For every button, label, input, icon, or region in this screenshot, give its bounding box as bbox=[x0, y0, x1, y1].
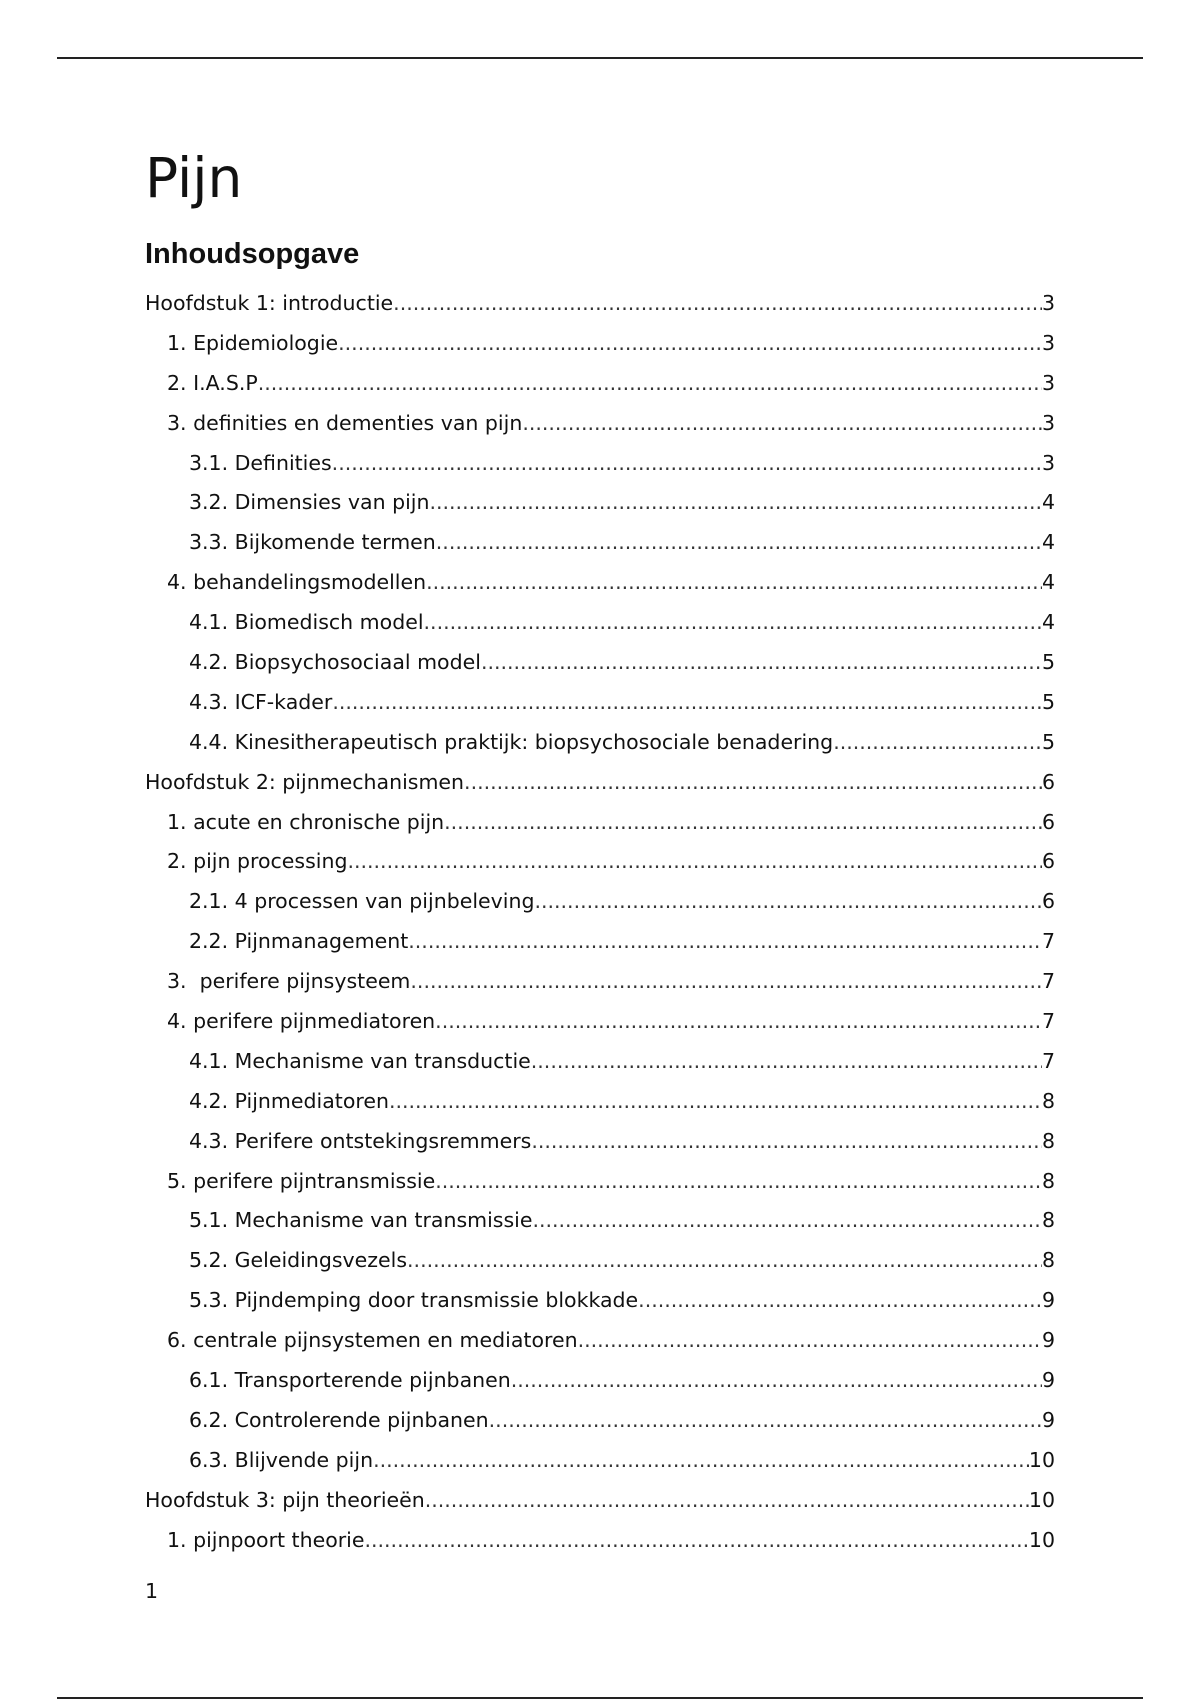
toc-entry-page: 4 bbox=[1041, 530, 1055, 555]
toc-entry[interactable] bbox=[145, 1281, 1055, 1321]
toc-entry-label: 1. acute en chronische pijn bbox=[167, 809, 445, 834]
toc-entry-label: 2.1. 4 processen van pijnbeleving bbox=[189, 889, 535, 914]
toc-entry[interactable] bbox=[145, 284, 1055, 324]
toc-entry-page: 10 bbox=[1028, 1487, 1055, 1512]
toc-entry[interactable] bbox=[145, 643, 1055, 683]
toc-entry[interactable] bbox=[145, 563, 1055, 603]
toc-dot-leader bbox=[489, 1401, 1042, 1441]
document-title: Pijn bbox=[145, 146, 243, 210]
toc-dot-leader bbox=[373, 1441, 1029, 1481]
toc-dot-leader bbox=[389, 1082, 1042, 1122]
toc-entry-page: 9 bbox=[1041, 1328, 1055, 1353]
toc-entry-page: 4 bbox=[1041, 570, 1055, 595]
toc-entry-page: 6 bbox=[1041, 849, 1055, 874]
toc-entry-page: 8 bbox=[1041, 1248, 1055, 1273]
toc-entry[interactable] bbox=[145, 603, 1055, 643]
toc-entry-label: 1. Epidemiologie bbox=[167, 330, 339, 355]
toc-entry-page: 7 bbox=[1041, 1048, 1055, 1073]
toc-entry-page: 7 bbox=[1041, 969, 1055, 994]
toc-entry[interactable] bbox=[145, 404, 1055, 444]
toc-entry-page: 3 bbox=[1041, 291, 1055, 315]
toc-entry[interactable] bbox=[145, 1361, 1055, 1401]
toc-dot-leader bbox=[522, 404, 1042, 444]
toc-dot-leader bbox=[347, 842, 1041, 882]
toc-entry[interactable] bbox=[145, 1042, 1055, 1082]
toc-entry-label: 6.2. Controlerende pijnbanen bbox=[189, 1407, 489, 1432]
toc-entry[interactable] bbox=[145, 1201, 1055, 1241]
toc-entry-label: 1. pijnpoort theorie bbox=[167, 1527, 365, 1552]
toc-entry[interactable] bbox=[145, 1162, 1055, 1202]
toc-dot-leader bbox=[410, 962, 1042, 1002]
toc-entry-label: 4.1. Mechanisme van transductie bbox=[189, 1048, 531, 1073]
toc-entry-label: 6.3. Blijvende pijn bbox=[189, 1447, 374, 1472]
toc-entry-label: Hoofdstuk 3: pijn theorieën bbox=[145, 1487, 425, 1512]
toc-dot-leader bbox=[258, 364, 1042, 404]
toc-dot-leader bbox=[833, 723, 1042, 763]
table-of-contents bbox=[145, 284, 1055, 1561]
toc-entry[interactable] bbox=[145, 1122, 1055, 1162]
toc-entry[interactable] bbox=[145, 364, 1055, 404]
toc-entry-label: 5.3. Pijndemping door transmissie blokkade bbox=[189, 1288, 639, 1313]
toc-entry[interactable] bbox=[145, 723, 1055, 763]
toc-entry-label: 3.2. Dimensies van pijn bbox=[189, 490, 430, 515]
toc-entry-label: 4.1. Biomedisch model bbox=[189, 610, 424, 635]
toc-entry-label: 4. perifere pijnmediatoren bbox=[167, 1009, 436, 1034]
toc-dot-leader bbox=[408, 922, 1042, 962]
toc-entry-label: 5.1. Mechanisme van transmissie bbox=[189, 1208, 533, 1233]
toc-dot-leader bbox=[464, 763, 1042, 803]
toc-entry[interactable] bbox=[145, 1441, 1055, 1481]
page-number: 1 bbox=[145, 1579, 159, 1603]
toc-entry-page: 3 bbox=[1041, 330, 1055, 355]
toc-entry-page: 10 bbox=[1028, 1527, 1055, 1552]
toc-entry-page: 6 bbox=[1041, 889, 1055, 914]
toc-entry[interactable] bbox=[145, 842, 1055, 882]
toc-entry-page: 5 bbox=[1041, 729, 1055, 754]
toc-entry[interactable] bbox=[145, 444, 1055, 484]
toc-entry-label: Hoofdstuk 2: pijnmechanismen bbox=[145, 769, 465, 794]
toc-entry[interactable] bbox=[145, 922, 1055, 962]
toc-entry[interactable] bbox=[145, 763, 1055, 803]
toc-entry-page: 8 bbox=[1041, 1088, 1055, 1113]
toc-entry-page: 9 bbox=[1041, 1368, 1055, 1393]
header-rule bbox=[57, 57, 1143, 59]
toc-dot-leader bbox=[481, 643, 1042, 683]
toc-dot-leader bbox=[531, 1042, 1042, 1082]
toc-entry-page: 3 bbox=[1041, 450, 1055, 475]
toc-entry-page: 8 bbox=[1041, 1168, 1055, 1193]
toc-dot-leader bbox=[425, 1481, 1029, 1521]
toc-entry[interactable] bbox=[145, 1401, 1055, 1441]
toc-entry[interactable] bbox=[145, 1002, 1055, 1042]
toc-entry[interactable] bbox=[145, 523, 1055, 563]
toc-entry-label: 6.1. Transporterende pijnbanen bbox=[189, 1368, 511, 1393]
toc-dot-leader bbox=[638, 1281, 1042, 1321]
toc-entry[interactable] bbox=[145, 803, 1055, 843]
toc-entry-label: Hoofdstuk 1: introductie bbox=[145, 291, 394, 315]
toc-entry-page: 10 bbox=[1028, 1447, 1055, 1472]
toc-entry-label: 5. perifere pijntransmissie bbox=[167, 1168, 436, 1193]
toc-entry-label: 5.2. Geleidingsvezels bbox=[189, 1248, 408, 1273]
toc-entry-page: 4 bbox=[1041, 490, 1055, 515]
toc-entry[interactable] bbox=[145, 683, 1055, 723]
toc-entry-label: 3. definities en dementies van pijn bbox=[167, 410, 523, 435]
toc-dot-leader bbox=[435, 1162, 1042, 1202]
toc-entry[interactable] bbox=[145, 882, 1055, 922]
toc-entry-page: 5 bbox=[1041, 689, 1055, 714]
toc-entry-page: 9 bbox=[1041, 1288, 1055, 1313]
toc-entry-label: 4.2. Biopsychosociaal model bbox=[189, 650, 481, 675]
toc-dot-leader bbox=[332, 444, 1042, 484]
toc-entry-label: 2. I.A.S.P bbox=[167, 370, 258, 395]
toc-entry-page: 6 bbox=[1041, 809, 1055, 834]
toc-dot-leader bbox=[444, 803, 1042, 843]
toc-entry-label: 4.3. Perifere ontstekingsremmers bbox=[189, 1128, 532, 1153]
toc-dot-leader bbox=[511, 1361, 1042, 1401]
toc-dot-leader bbox=[435, 1002, 1042, 1042]
toc-entry[interactable] bbox=[145, 1321, 1055, 1361]
toc-dot-leader bbox=[578, 1321, 1042, 1361]
toc-entry-page: 4 bbox=[1041, 610, 1055, 635]
toc-entry-label: 4.2. Pijnmediatoren bbox=[189, 1088, 389, 1113]
footer-rule bbox=[57, 1697, 1143, 1699]
toc-entry-page: 8 bbox=[1041, 1208, 1055, 1233]
toc-dot-leader bbox=[429, 483, 1041, 523]
toc-entry-page: 3 bbox=[1041, 410, 1055, 435]
toc-dot-leader bbox=[531, 1122, 1042, 1162]
toc-entry-page: 7 bbox=[1041, 929, 1055, 954]
toc-dot-leader bbox=[393, 284, 1042, 324]
toc-entry-label: 4. behandelingsmodellen bbox=[167, 570, 427, 595]
toc-entry-label: 3. perifere pijnsysteem bbox=[167, 969, 411, 994]
toc-dot-leader bbox=[407, 1241, 1042, 1281]
toc-entry-page: 5 bbox=[1041, 650, 1055, 675]
toc-dot-leader bbox=[364, 1521, 1028, 1561]
toc-entry[interactable] bbox=[145, 962, 1055, 1002]
toc-entry-page: 8 bbox=[1041, 1128, 1055, 1153]
toc-entry-label: 4.3. ICF-kader bbox=[189, 689, 333, 714]
toc-dot-leader bbox=[426, 563, 1042, 603]
toc-entry[interactable] bbox=[145, 324, 1055, 364]
toc-entry-label: 3.3. Bijkomende termen bbox=[189, 530, 436, 555]
toc-dot-leader bbox=[436, 523, 1042, 563]
toc-entry[interactable] bbox=[145, 1241, 1055, 1281]
toc-dot-leader bbox=[332, 683, 1042, 723]
toc-entry[interactable] bbox=[145, 1521, 1055, 1561]
toc-dot-leader bbox=[532, 1201, 1041, 1241]
toc-heading: Inhoudsopgave bbox=[145, 238, 360, 270]
toc-entry-page: 9 bbox=[1041, 1407, 1055, 1432]
toc-entry[interactable] bbox=[145, 1082, 1055, 1122]
toc-dot-leader bbox=[424, 603, 1042, 643]
toc-entry-page: 7 bbox=[1041, 1009, 1055, 1034]
toc-entry-label: 6. centrale pijnsystemen en mediatoren bbox=[167, 1328, 578, 1353]
toc-entry-page: 3 bbox=[1041, 370, 1055, 395]
toc-entry-label: 4.4. Kinesitherapeutisch praktijk: biopsychosociale benadering bbox=[189, 729, 834, 754]
toc-dot-leader bbox=[534, 882, 1041, 922]
toc-entry[interactable] bbox=[145, 1481, 1055, 1521]
toc-entry-label: 2. pijn processing bbox=[167, 849, 348, 874]
toc-entry-label: 2.2. Pijnmanagement bbox=[189, 929, 409, 954]
toc-dot-leader bbox=[338, 324, 1042, 364]
toc-entry-page: 6 bbox=[1041, 769, 1055, 794]
toc-entry[interactable] bbox=[145, 483, 1055, 523]
toc-entry-label: 3.1. Definities bbox=[189, 450, 332, 475]
